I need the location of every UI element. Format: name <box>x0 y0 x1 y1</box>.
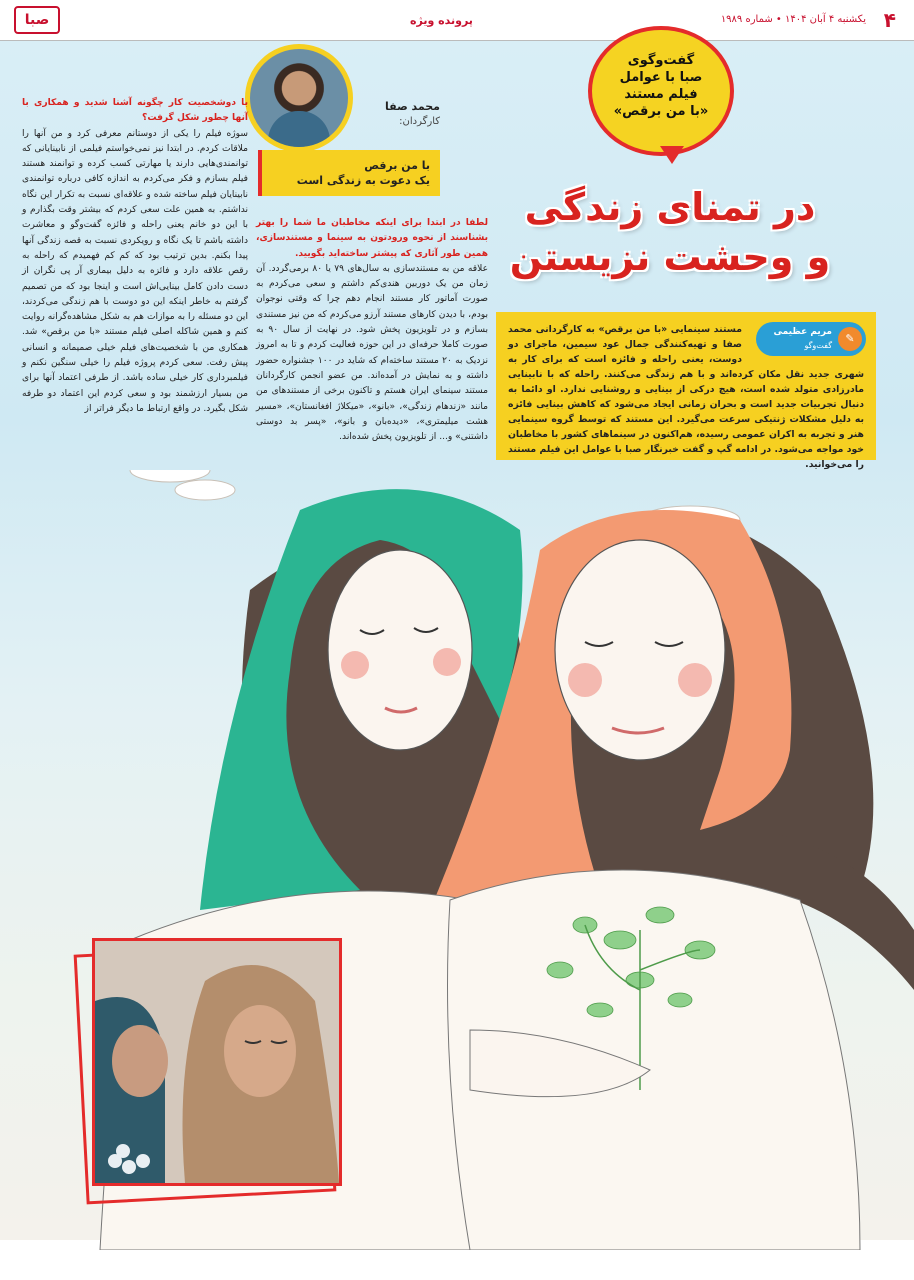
portrait-body <box>268 111 330 152</box>
film-still-photo <box>80 938 342 1200</box>
author-role: گفت‌وگو <box>804 341 832 350</box>
lead-text: مستند سینمایی «با من برقص» به کارگردانی محمد صفا و تهیه‌کنندگی جمال عود سیمین، ماجرای دو دوست، یعنی راحله و فائزه است که برای کار به شهری جدید نقل مکان کرده‌اند و با هم زندگی می‌کنند. راحله که با نابینایی مادرزادی متولد شده است، هیچ درکی از بینایی و روشنایی ندارد. او دائما به دنبال تجربیات جدید است و بحران زمانی ایجاد می‌شود که کاهش بینایی فائزه به دلیل مشکلات ژنتیکی سرعت می‌گیرد. این مستند که توسط گروه سینمایی هنر و تجربه به اکران عمومی رسیده، هم‌اکنون در سینماهای کشور با مخاطبان خود مواجه می‌شود. در ادامه گپ و گفت خبرنگار صبا با عوامل این فیلم مستند را می‌خوانید. <box>508 324 864 470</box>
page-number: ۴ <box>883 8 896 32</box>
interviewee-role: کارگردان: <box>399 116 440 127</box>
bubble-tail <box>660 146 684 164</box>
headline-line-1: در تمنای زندگی <box>524 185 816 229</box>
author-badge <box>756 322 866 356</box>
headline-line-2: و وحشت نزیستن <box>509 235 831 279</box>
text-column-1 <box>22 96 248 417</box>
pull-quote-line-1: با من برقص <box>364 159 430 172</box>
pull-quote <box>258 150 440 196</box>
chat-bubbles-icon: ✎ <box>838 327 862 351</box>
answer-2: سوژه فیلم را یکی از دوستانم معرفی کرد و من آنها را ملاقات کردم. در ابتدا نیز نمی‌خواستم فیلمی از نابینایانی که توانمندی‌هایی دارند یا مهارتی کسب کرده و توانمند هستند فیلم بسازم و فکر می‌کردم به اندازه کافی درباره توانمندی نابینایان فیلم ساخته شده و علاقه‌ای نسبت به تکرار این نگاه نداشتم. به همین علت سعی کردم که بیشتر وقت بگذارم و با این دو خانم یعنی راحله و فائزه گفت‌وگو و معاشرت داشته باشم تا یک نگاه و رویکردی نسبت به قصه زندگی آنها پیدا بکنم. بدین ترتیب بود که کم کم فهمیدم که راحله به رقص علاقه دارد و فائزه به دلیل بیماری آر پی نگران از دست دادن کامل بینایی‌اش است و اینجا بود که من تصمیم گرفتم به خاطر اینکه این دو دوست با هم زندگی می‌کردند، این دو مسئله را به موازات هم به شکل مشاهده‌گرانه روایت کنم و همین شاکله اصلی فیلم مستند «با من برقص» شد. همکاری من با شخصیت‌های فیلم خیلی صمیمانه و انسانی پیش رفت. سعی کردم پروژه فیلم را خیلی سنگین نکنم و فیلمبرداری کار خیلی ساده باشد. از طرفی اعتماد آنها برای من بسیار ارزشمند بود و سعی کردم این اعتماد دو طرفه شکل بگیرد. در واقع ارتباط ما دیگر فراتر از <box>22 128 248 414</box>
pull-quote-line-2: یک دعوت به زندگی است <box>296 174 430 187</box>
page-header <box>0 0 914 41</box>
newspaper-logo: صبا <box>14 6 60 34</box>
question-1: لطفا در ابتدا برای اینکه مخاطبان ما شما را بهتر بشناسند از نحوه ورودتون به سینما و مستندسازی، همین طور آثاری که پیشتر ساخته‌اید بگویید. <box>256 218 488 259</box>
section-bubble <box>588 26 734 156</box>
interviewee-portrait <box>245 44 353 152</box>
photo-two-women <box>92 938 342 1186</box>
headline <box>500 182 840 282</box>
text-column-2 <box>256 216 488 445</box>
author-name: مریم عظیمی <box>773 327 832 337</box>
interviewee-name: محمد صفا <box>385 100 440 113</box>
section-label: پرونده ویژه <box>410 14 473 27</box>
question-2: با دوشخصیت کار چگونه آشنا شدید و همکاری با آنها چطور شکل گرفت؟ <box>22 98 248 124</box>
bubble-text: گفت‌وگوی صبا با عوامل فیلم مستند «با من برقص» <box>613 53 709 119</box>
answer-1: علاقه من به مستندسازی به سال‌های ۷۹ یا ۸۰ برمی‌گردد. آن زمان من یک دوربین هندی‌کم داشتم و سعی می‌کردم به صورت آماتور کار مستند انجام دهم چرا که وقتی نوجوان بودم، با دیدن کارهای مستند آرزو می‌کردم که من نیز مستندی بسازم و در تلویزیون پخش شود. در نهایت از سال ۹۰ به صورت کاملا حرفه‌ای در این حوزه فعالیت کردم و تا به امروز نزدیک به ۲۰ مستند ساخته‌ام که شاید در ۱۰۰ جشنواره حضور داشته و به نمایش در آمده‌اند. من عضو انجمن کارگردانان مستند سینمای ایران هستم و تاکنون برخی از مستندهای من مانند «زندهام زندگی»، «بانو»، «میکلاژ افغانستان»، «مسیر هشت میلیمتری»، «دیده‌بان و بانو»، «پسر بد دوستی داشتنی» و... از تلویزیون پخش شده‌اند. <box>256 263 488 443</box>
issue-date: یکشنبه ۴ آبان ۱۴۰۴ • شماره ۱۹۸۹ <box>720 14 866 25</box>
photo-illustration <box>95 941 339 1183</box>
